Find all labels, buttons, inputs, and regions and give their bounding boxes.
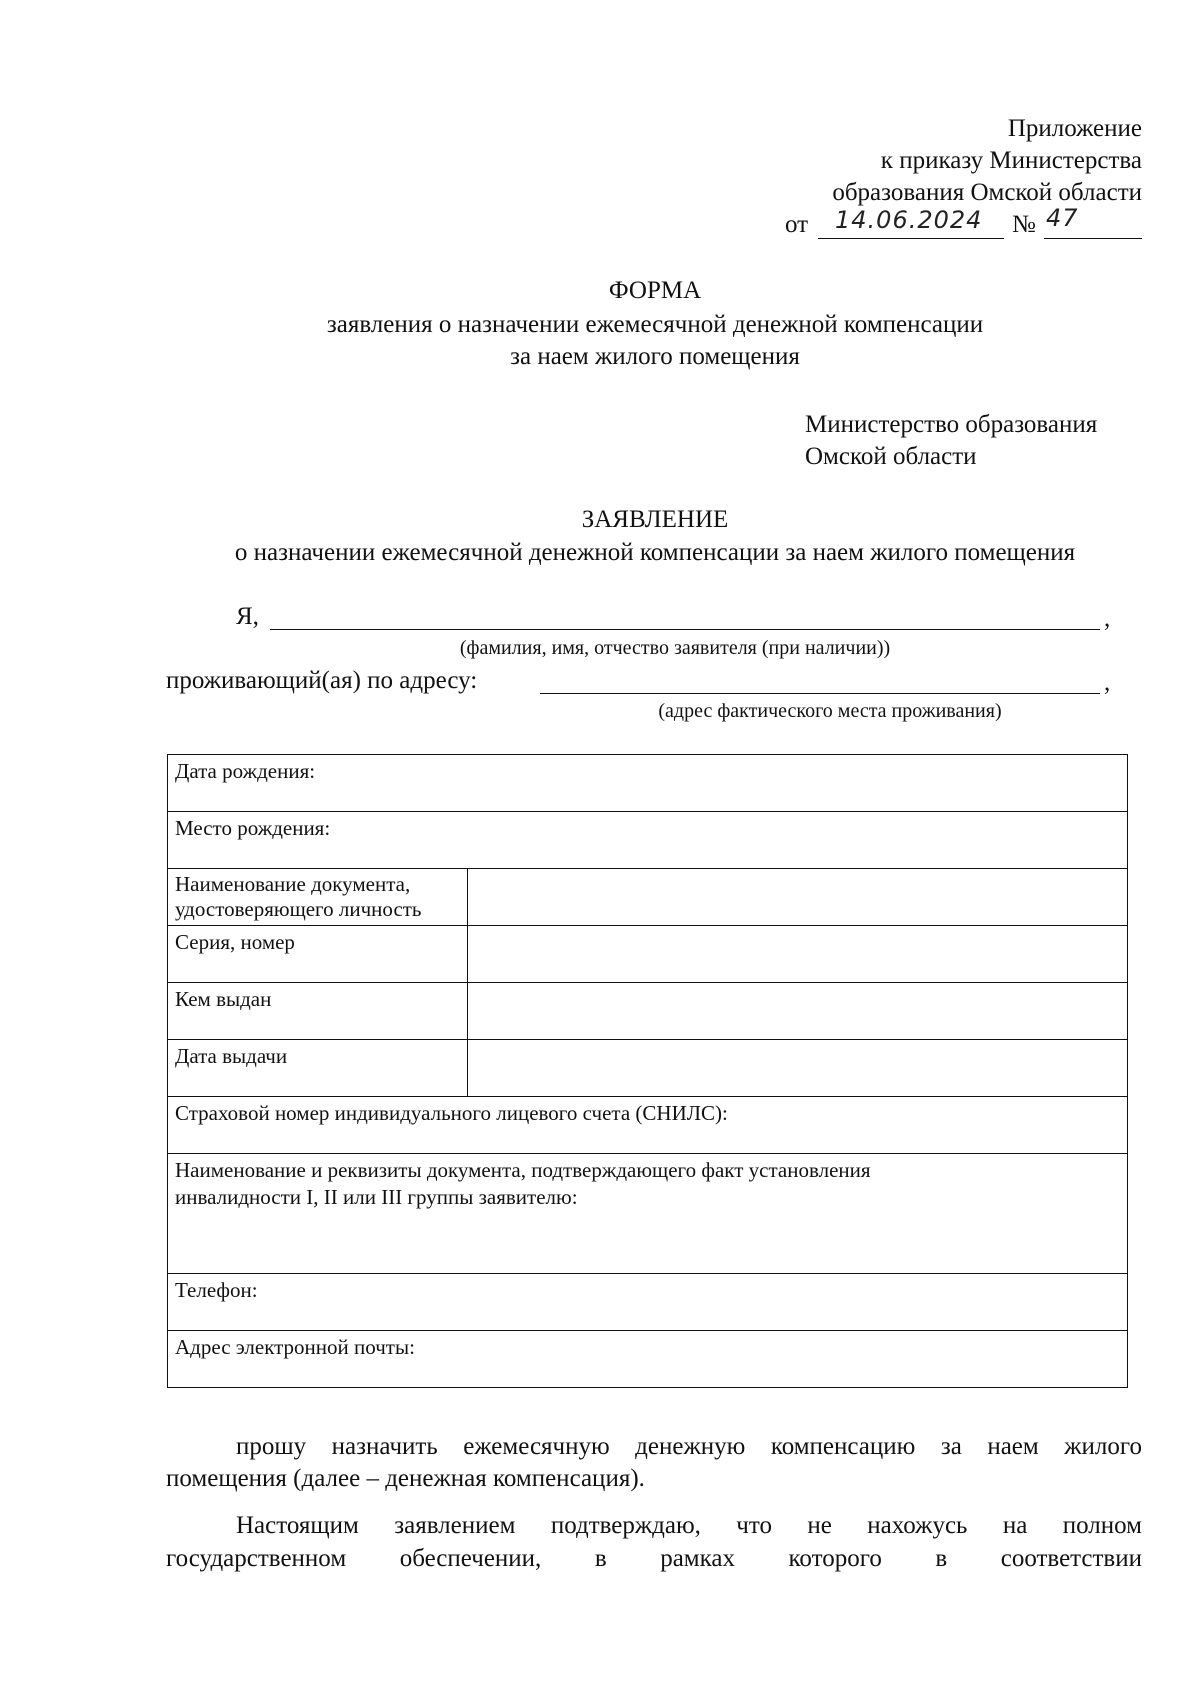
name-comma: , (1104, 605, 1111, 632)
order-date: 14.06.2024 (835, 206, 983, 234)
addressee-line2: Омской области (805, 443, 977, 470)
table-row (168, 926, 1128, 983)
applicant-data-table (167, 754, 1128, 1388)
table-row (168, 1274, 1128, 1331)
table-row (168, 983, 1128, 1040)
table-row (168, 1097, 1128, 1154)
issue-date-value (468, 1040, 1128, 1097)
birth-place-cell: Место рождения: (168, 812, 1128, 869)
form-title-line2: за наем жилого помещения (510, 343, 800, 370)
table-row (168, 1040, 1128, 1097)
phone-cell: Телефон: (168, 1274, 1128, 1331)
name-hint: (фамилия, имя, отчество заявителя (при наличии)) (459, 637, 891, 659)
address-comma: , (1104, 669, 1111, 696)
application-title: ЗАЯВЛЕНИЕ (581, 506, 729, 533)
form-title: ФОРМА (608, 277, 702, 304)
paragraph-1-line-1: прошу назначить ежемесячную денежную компенсацию за наем жилого (236, 1433, 1142, 1460)
id-document-value (468, 869, 1128, 926)
disability-document-cell: Наименование и реквизиты документа, подтверждающего факт установления инвалидности I, II или III группы заявителю: (168, 1154, 1128, 1274)
table-row (168, 1154, 1128, 1274)
number-line (1044, 238, 1142, 239)
paragraph-2-line-1: Настоящим заявлением подтверждаю, что не нахожусь на полном (236, 1512, 1142, 1539)
header-ministry: образования Омской области (832, 179, 1142, 206)
addressee-line1: Министерство образования (805, 411, 1098, 438)
series-number-label: Серия, номер (168, 926, 468, 983)
header-appendix: Приложение (1007, 115, 1142, 142)
applicant-name-line (270, 629, 1100, 630)
issued-by-label: Кем выдан (168, 983, 468, 1040)
form-title-line1: заявления о назначении ежемесячной денежной компенсации (326, 311, 984, 338)
paragraph-2-line-2: государственном обеспечении, в рамках которого в соответствии (166, 1545, 1142, 1572)
address-hint: (адрес фактического места проживания) (658, 700, 1002, 722)
address-line (540, 693, 1100, 694)
order-number: 47 (1046, 204, 1079, 232)
address-label: проживающий(ая) по адресу: (166, 667, 478, 694)
header-number-label: № (1012, 211, 1036, 238)
email-cell: Адрес электронной почты: (168, 1331, 1128, 1388)
birth-date-cell: Дата рождения: (168, 755, 1128, 812)
snils-cell: Страховой номер индивидуального лицевого счета (СНИЛС): (168, 1097, 1128, 1154)
header-order-ref: к приказу Министерства (880, 147, 1142, 174)
paragraph-1-line-2: помещения (далее – денежная компенсация). (166, 1465, 645, 1492)
table-row (168, 869, 1128, 926)
application-subtitle: о назначении ежемесячной денежной компенсации за наем жилого помещения (234, 539, 1076, 566)
date-line (818, 238, 1004, 239)
applicant-i-label: Я, (236, 603, 259, 630)
header-from-label: от (785, 211, 809, 238)
table-row (168, 812, 1128, 869)
series-number-value (468, 926, 1128, 983)
table-row (168, 755, 1128, 812)
table-row (168, 1331, 1128, 1388)
issue-date-label: Дата выдачи (168, 1040, 468, 1097)
issued-by-value (468, 983, 1128, 1040)
id-document-label: Наименование документа, удостоверяющего личность (168, 869, 468, 926)
